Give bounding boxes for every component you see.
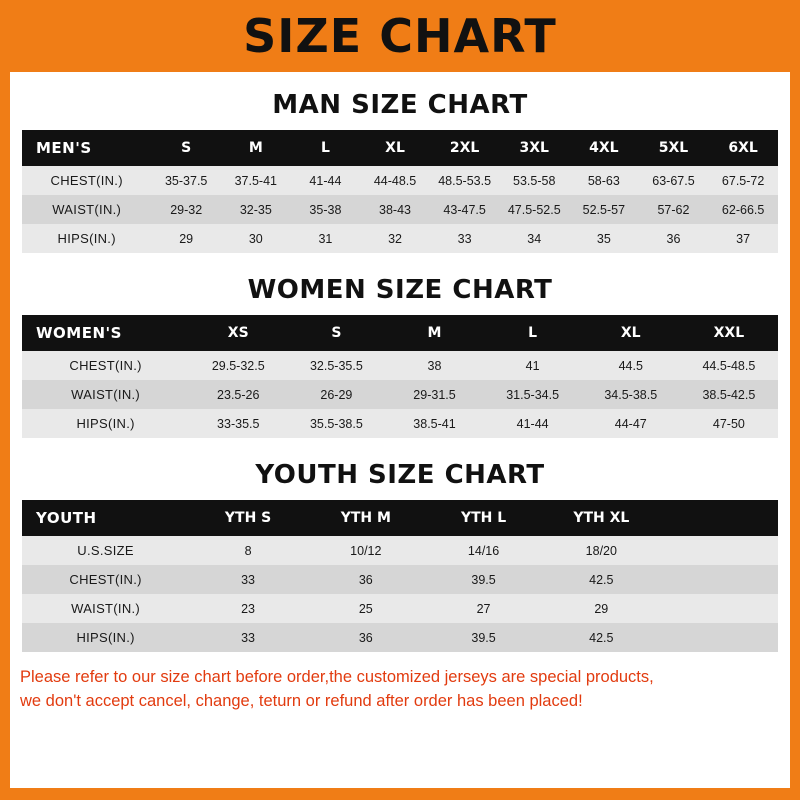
men-row2-cell4: 32 [360,224,430,253]
youth-row0-cell4: 18/20 [542,536,660,565]
youth-row2-cell2: 25 [307,594,425,623]
women-row1-cell4: 31.5-34.5 [484,380,582,409]
youth-row3-cell0: HIPS(IN.) [22,623,189,652]
youth-header-cell-1: YTH S [189,500,307,536]
men-row1-cell9: 62-66.5 [708,195,778,224]
men-row0-cell8: 63-67.5 [639,166,709,195]
table-row [22,224,778,253]
men-row1-cell7: 52.5-57 [569,195,639,224]
women-row1-cell5: 34.5-38.5 [582,380,680,409]
women-row0-cell6: 44.5-48.5 [680,351,778,380]
men-row1-cell0: WAIST(IN.) [22,195,151,224]
men-table-header [22,130,778,166]
men-header-cell-0: MEN'S [22,130,151,166]
men-table-body [22,166,778,253]
table-row [22,380,778,409]
youth-section-title: YOUTH SIZE CHART [255,460,545,490]
header-banner [0,0,800,72]
youth-row2-cell1: 23 [189,594,307,623]
women-header-cell-6: XXL [680,315,778,351]
women-size-table [22,315,778,438]
youth-row3-cell4: 42.5 [542,623,660,652]
men-header-cell-8: 5XL [639,130,709,166]
table-row [22,351,778,380]
men-row2-cell3: 31 [291,224,361,253]
women-header-cell-1: XS [189,315,287,351]
women-table-wrap [22,315,778,438]
men-row0-cell4: 44-48.5 [360,166,430,195]
men-row2-cell5: 33 [430,224,500,253]
women-row0-cell2: 32.5-35.5 [287,351,385,380]
youth-table-wrap [22,500,778,652]
youth-header-cell-5 [660,500,778,536]
men-header-cell-7: 4XL [569,130,639,166]
women-row2-cell2: 35.5-38.5 [287,409,385,438]
men-row1-cell5: 43-47.5 [430,195,500,224]
men-header-cell-3: L [291,130,361,166]
youth-row1-cell3: 39.5 [425,565,543,594]
youth-header-cell-2: YTH M [307,500,425,536]
women-header-cell-3: M [385,315,483,351]
women-row0-cell4: 41 [484,351,582,380]
note-line-2: we don't accept cancel, change, teturn or refund after order has been placed! [20,691,583,710]
youth-row0-cell3: 14/16 [425,536,543,565]
footer-accent-bar [0,788,800,800]
page-title: SIZE CHART [243,9,557,63]
men-row0-cell9: 67.5-72 [708,166,778,195]
women-row1-cell6: 38.5-42.5 [680,380,778,409]
youth-row1-cell1: 33 [189,565,307,594]
men-header-cell-4: XL [360,130,430,166]
youth-row0-cell5 [660,536,778,565]
women-table-header [22,315,778,351]
men-size-table [22,130,778,253]
women-row2-cell0: HIPS(IN.) [22,409,189,438]
youth-row1-cell2: 36 [307,565,425,594]
men-row0-cell2: 37.5-41 [221,166,291,195]
youth-row2-cell4: 29 [542,594,660,623]
men-header-cell-6: 3XL [499,130,569,166]
youth-header-cell-4: YTH XL [542,500,660,536]
women-table-body [22,351,778,438]
men-row2-cell0: HIPS(IN.) [22,224,151,253]
men-row2-cell1: 29 [151,224,221,253]
table-header-row [22,500,778,536]
table-header-row [22,130,778,166]
youth-row1-cell0: CHEST(IN.) [22,565,189,594]
men-row0-cell3: 41-44 [291,166,361,195]
table-row [22,594,778,623]
men-row2-cell6: 34 [499,224,569,253]
women-row2-cell3: 38.5-41 [385,409,483,438]
men-table-wrap [22,130,778,253]
men-row0-cell6: 53.5-58 [499,166,569,195]
men-row1-cell2: 32-35 [221,195,291,224]
youth-table-header [22,500,778,536]
women-row0-cell0: CHEST(IN.) [22,351,189,380]
note-line-1: Please refer to our size chart before order,the customized jerseys are special products, [20,668,654,686]
men-header-cell-2: M [221,130,291,166]
men-section-title: MAN SIZE CHART [272,90,528,120]
women-header-cell-2: S [287,315,385,351]
women-row2-cell1: 33-35.5 [189,409,287,438]
women-row2-cell6: 47-50 [680,409,778,438]
youth-header-cell-3: YTH L [425,500,543,536]
women-row1-cell1: 23.5-26 [189,380,287,409]
women-row1-cell3: 29-31.5 [385,380,483,409]
table-row [22,623,778,652]
men-header-cell-9: 6XL [708,130,778,166]
men-row0-cell7: 58-63 [569,166,639,195]
men-row2-cell2: 30 [221,224,291,253]
youth-row2-cell3: 27 [425,594,543,623]
men-header-cell-1: S [151,130,221,166]
women-row2-cell5: 44-47 [582,409,680,438]
table-header-row [22,315,778,351]
youth-size-table [22,500,778,652]
youth-row1-cell4: 42.5 [542,565,660,594]
men-row1-cell3: 35-38 [291,195,361,224]
youth-row2-cell0: WAIST(IN.) [22,594,189,623]
youth-header-cell-0: YOUTH [22,500,189,536]
women-row0-cell3: 38 [385,351,483,380]
youth-row3-cell1: 33 [189,623,307,652]
women-row1-cell2: 26-29 [287,380,385,409]
men-row0-cell0: CHEST(IN.) [22,166,151,195]
youth-row0-cell0: U.S.SIZE [22,536,189,565]
women-header-cell-0: WOMEN'S [22,315,189,351]
youth-row2-cell5 [660,594,778,623]
table-row [22,166,778,195]
table-row [22,536,778,565]
table-row [22,565,778,594]
women-row1-cell0: WAIST(IN.) [22,380,189,409]
men-row1-cell1: 29-32 [151,195,221,224]
youth-row3-cell3: 39.5 [425,623,543,652]
men-row2-cell9: 37 [708,224,778,253]
men-row2-cell7: 35 [569,224,639,253]
right-edge-accent [790,0,800,800]
men-row1-cell4: 38-43 [360,195,430,224]
youth-row3-cell2: 36 [307,623,425,652]
left-edge-accent [0,0,10,800]
men-row1-cell8: 57-62 [639,195,709,224]
women-row0-cell1: 29.5-32.5 [189,351,287,380]
men-row1-cell6: 47.5-52.5 [499,195,569,224]
men-row0-cell5: 48.5-53.5 [430,166,500,195]
youth-row0-cell1: 8 [189,536,307,565]
men-row2-cell8: 36 [639,224,709,253]
youth-row1-cell5 [660,565,778,594]
men-row0-cell1: 35-37.5 [151,166,221,195]
women-header-cell-5: XL [582,315,680,351]
women-row0-cell5: 44.5 [582,351,680,380]
youth-row3-cell5 [660,623,778,652]
men-header-cell-5: 2XL [430,130,500,166]
women-row2-cell4: 41-44 [484,409,582,438]
women-section-title: WOMEN SIZE CHART [247,275,553,305]
youth-row0-cell2: 10/12 [307,536,425,565]
youth-table-body [22,536,778,652]
table-row [22,195,778,224]
order-policy-note [20,666,780,714]
women-header-cell-4: L [484,315,582,351]
table-row [22,409,778,438]
